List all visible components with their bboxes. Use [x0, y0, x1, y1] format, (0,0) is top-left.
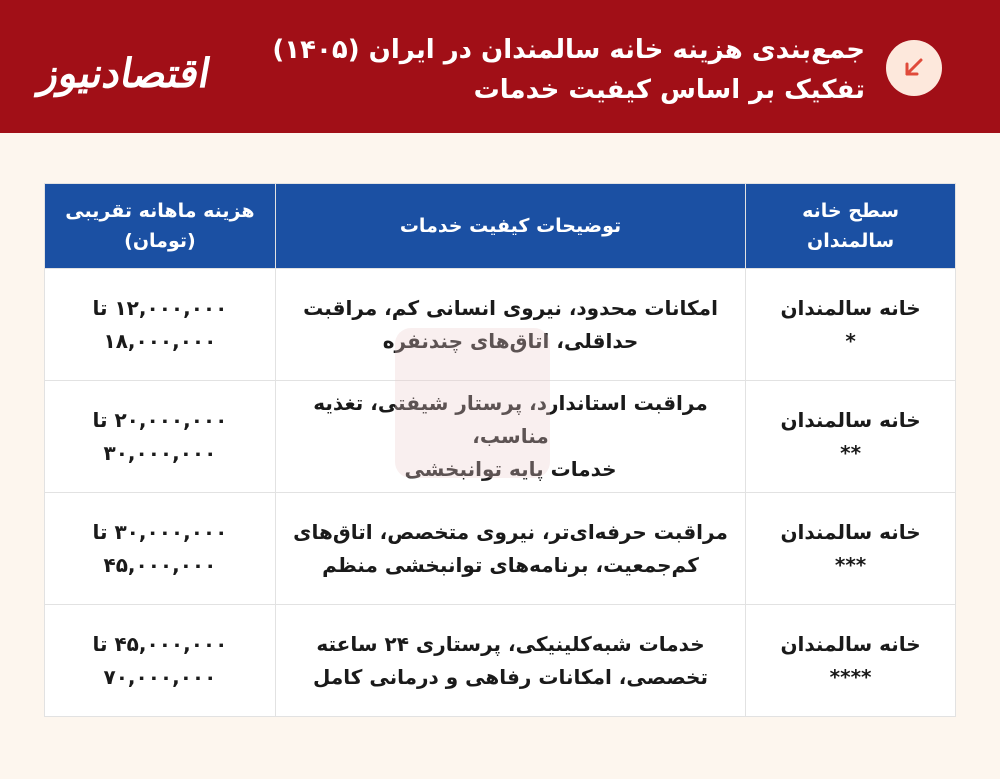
star-rating: **: [840, 440, 862, 465]
description-cell: [275, 605, 745, 717]
description-line: مراقبت استاندارد، پرستار شیفتی، تغذیه مناسب،: [313, 391, 708, 448]
column-header-level: سطح خانه سالمندان: [746, 184, 956, 269]
description-line: تخصصی، امکانات رفاهی و درمانی کامل: [313, 664, 708, 689]
cost-range-end: ۱۸,۰۰۰,۰۰۰: [103, 328, 217, 353]
cost-range-start: ۱۲,۰۰۰,۰۰۰ تا: [92, 295, 228, 320]
column-header-cost: [45, 184, 276, 269]
description-line: مراقبت حرفه‌ای‌تر، نیروی متخصص، اتاق‌های: [293, 519, 728, 544]
cost-range-end: ۳۰,۰۰۰,۰۰۰: [103, 440, 217, 465]
title-line-1: جمع‌بندی هزینه خانه سالمندان در ایران (۱۴۰۵): [272, 35, 865, 65]
description-cell: [275, 493, 745, 605]
level-label: خانه سالمندان: [780, 295, 921, 320]
cost-cell: [45, 381, 276, 493]
cost-table: [44, 183, 956, 717]
level-label: خانه سالمندان: [780, 519, 921, 544]
star-rating: ****: [829, 664, 872, 689]
level-label: خانه سالمندان: [780, 407, 921, 432]
cost-header-line-1: هزینه ماهانه تقریبی: [65, 200, 255, 222]
cost-range-start: ۴۵,۰۰۰,۰۰۰ تا: [92, 631, 228, 656]
level-cell: [746, 381, 956, 493]
cost-header-line-2: (تومان): [124, 230, 196, 252]
cost-cell: [45, 493, 276, 605]
description-cell: [275, 269, 745, 381]
cost-cell: [45, 269, 276, 381]
table-row: [45, 269, 956, 381]
cost-range-end: ۷۰,۰۰۰,۰۰۰: [103, 664, 217, 689]
header-banner: [0, 0, 1000, 133]
level-cell: [746, 605, 956, 717]
star-rating: ***: [834, 552, 867, 577]
level-cell: [746, 493, 956, 605]
description-line: خدمات شبه‌کلینیکی، پرستاری ۲۴ ساعته: [316, 631, 705, 656]
level-cell: [746, 269, 956, 381]
level-label: خانه سالمندان: [780, 631, 921, 656]
cost-range-start: ۲۰,۰۰۰,۰۰۰ تا: [92, 407, 228, 432]
cost-cell: [45, 605, 276, 717]
description-line: حداقلی، اتاق‌های چندنفره: [382, 328, 639, 353]
description-line: خدمات پایه توانبخشی: [404, 457, 617, 481]
star-rating: *: [845, 328, 856, 353]
site-logo: اقتصادنیوز: [35, 50, 215, 97]
page-title: [225, 30, 865, 110]
description-line: کم‌جمعیت، برنامه‌های توانبخشی منظم: [322, 552, 699, 577]
table-row: [45, 381, 956, 493]
description-cell: [275, 381, 745, 493]
column-header-description: توضیحات کیفیت خدمات: [275, 184, 745, 269]
cost-range-end: ۴۵,۰۰۰,۰۰۰: [103, 552, 217, 577]
arrow-badge: [886, 40, 942, 96]
table-header-row: [45, 184, 956, 269]
description-line: امکانات محدود، نیروی انسانی کم، مراقبت: [303, 295, 718, 320]
table-row: [45, 493, 956, 605]
arrow-down-left-icon: [886, 40, 942, 96]
title-line-2: تفکیک بر اساس کیفیت خدمات: [473, 75, 865, 105]
cost-range-start: ۳۰,۰۰۰,۰۰۰ تا: [92, 519, 228, 544]
table-row: [45, 605, 956, 717]
